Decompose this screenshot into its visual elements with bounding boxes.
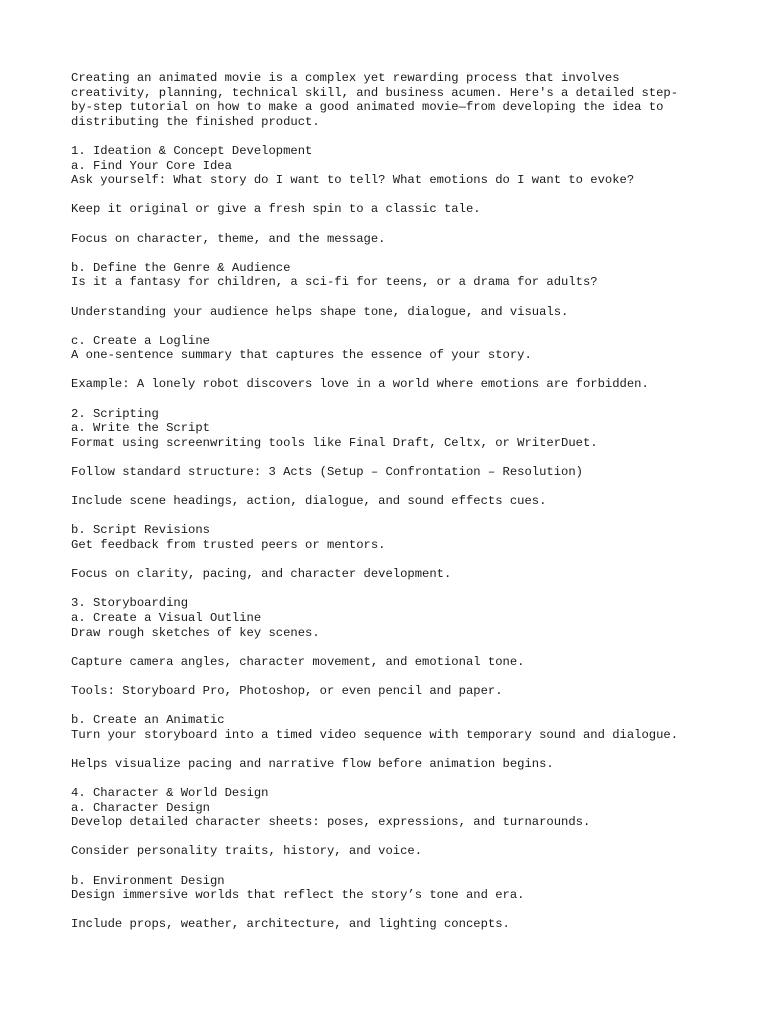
paragraph bbox=[71, 655, 731, 670]
body-text: Helps visualize pacing and narrative flow before animation begins. bbox=[71, 756, 554, 771]
section-heading: 1. Ideation & Concept Development bbox=[71, 143, 313, 158]
subsection-title: a. Write the Script bbox=[71, 421, 210, 436]
body-text: Keep it original or give a fresh spin to a classic tale. bbox=[71, 202, 481, 217]
body-text: Include scene headings, action, dialogue, and sound effects cues. bbox=[71, 494, 547, 509]
body-text: Ask yourself: What story do I want to tell? What emotions do I want to evoke? bbox=[71, 173, 635, 188]
subsection-title: b. Script Revisions bbox=[71, 523, 210, 538]
section-1-block-c bbox=[71, 334, 731, 363]
paragraph bbox=[71, 377, 731, 392]
body-text: Follow standard structure: 3 Acts (Setup – Confrontation – Resolution) bbox=[71, 465, 583, 480]
section-4-block-a bbox=[71, 786, 731, 830]
body-text: Example: A lonely robot discovers love in a world where emotions are forbidden. bbox=[71, 377, 649, 392]
paragraph bbox=[71, 465, 731, 480]
paragraph bbox=[71, 202, 731, 217]
section-2-block-b bbox=[71, 523, 731, 552]
paragraph bbox=[71, 917, 731, 932]
section-1-block-b bbox=[71, 261, 731, 290]
subsection-title: b. Define the Genre & Audience bbox=[71, 260, 291, 275]
subsection-title: c. Create a Logline bbox=[71, 333, 210, 348]
paragraph bbox=[71, 844, 731, 859]
subsection-title: b. Environment Design bbox=[71, 873, 225, 888]
paragraph bbox=[71, 305, 731, 320]
body-text: A one-sentence summary that captures the essence of your story. bbox=[71, 348, 532, 363]
paragraph bbox=[71, 684, 731, 699]
intro-line: distributing the finished product. bbox=[71, 114, 320, 129]
subsection-title: a. Find Your Core Idea bbox=[71, 158, 232, 173]
body-text: Draw rough sketches of key scenes. bbox=[71, 625, 320, 640]
subsection-title: a. Create a Visual Outline bbox=[71, 610, 262, 625]
paragraph bbox=[71, 494, 731, 509]
document-page bbox=[71, 71, 731, 947]
paragraph bbox=[71, 567, 731, 582]
body-text: Is it a fantasy for children, a sci-fi for teens, or a drama for adults? bbox=[71, 275, 598, 290]
section-heading: 4. Character & World Design bbox=[71, 786, 269, 801]
body-text: Format using screenwriting tools like Final Draft, Celtx, or WriterDuet. bbox=[71, 435, 598, 450]
section-2-block-a bbox=[71, 407, 731, 451]
body-text: Consider personality traits, history, and voice. bbox=[71, 844, 423, 859]
intro-line: by-step tutorial on how to make a good animated movie—from developing the idea to bbox=[71, 100, 664, 115]
section-4-block-b bbox=[71, 874, 731, 903]
section-3-block-a bbox=[71, 596, 731, 640]
subsection-title: b. Create an Animatic bbox=[71, 713, 225, 728]
body-text: Capture camera angles, character movement, and emotional tone. bbox=[71, 654, 525, 669]
paragraph bbox=[71, 232, 731, 247]
body-text: Get feedback from trusted peers or mentors. bbox=[71, 538, 386, 552]
intro-line: creativity, planning, technical skill, and business acumen. Here's a detailed step- bbox=[71, 85, 679, 100]
paragraph bbox=[71, 757, 731, 772]
body-text: Design immersive worlds that reflect the story’s tone and era. bbox=[71, 888, 525, 903]
body-text: Include props, weather, architecture, and lighting concepts. bbox=[71, 917, 510, 932]
body-text: Focus on clarity, pacing, and character development. bbox=[71, 567, 452, 582]
section-3-block-b bbox=[71, 713, 731, 742]
body-text: Develop detailed character sheets: poses, expressions, and turnarounds. bbox=[71, 815, 591, 830]
intro-line: Creating an animated movie is a complex yet rewarding process that involves bbox=[71, 71, 620, 85]
section-heading: 3. Storyboarding bbox=[71, 596, 189, 611]
body-text: Understanding your audience helps shape tone, dialogue, and visuals. bbox=[71, 304, 569, 319]
section-1-block-a bbox=[71, 144, 731, 188]
body-text: Turn your storyboard into a timed video sequence with temporary sound and dialogue. bbox=[71, 727, 679, 742]
intro-paragraph bbox=[71, 71, 731, 129]
section-heading: 2. Scripting bbox=[71, 406, 159, 421]
body-text: Focus on character, theme, and the message. bbox=[71, 231, 386, 246]
body-text: Tools: Storyboard Pro, Photoshop, or even pencil and paper. bbox=[71, 683, 503, 698]
subsection-title: a. Character Design bbox=[71, 800, 210, 815]
